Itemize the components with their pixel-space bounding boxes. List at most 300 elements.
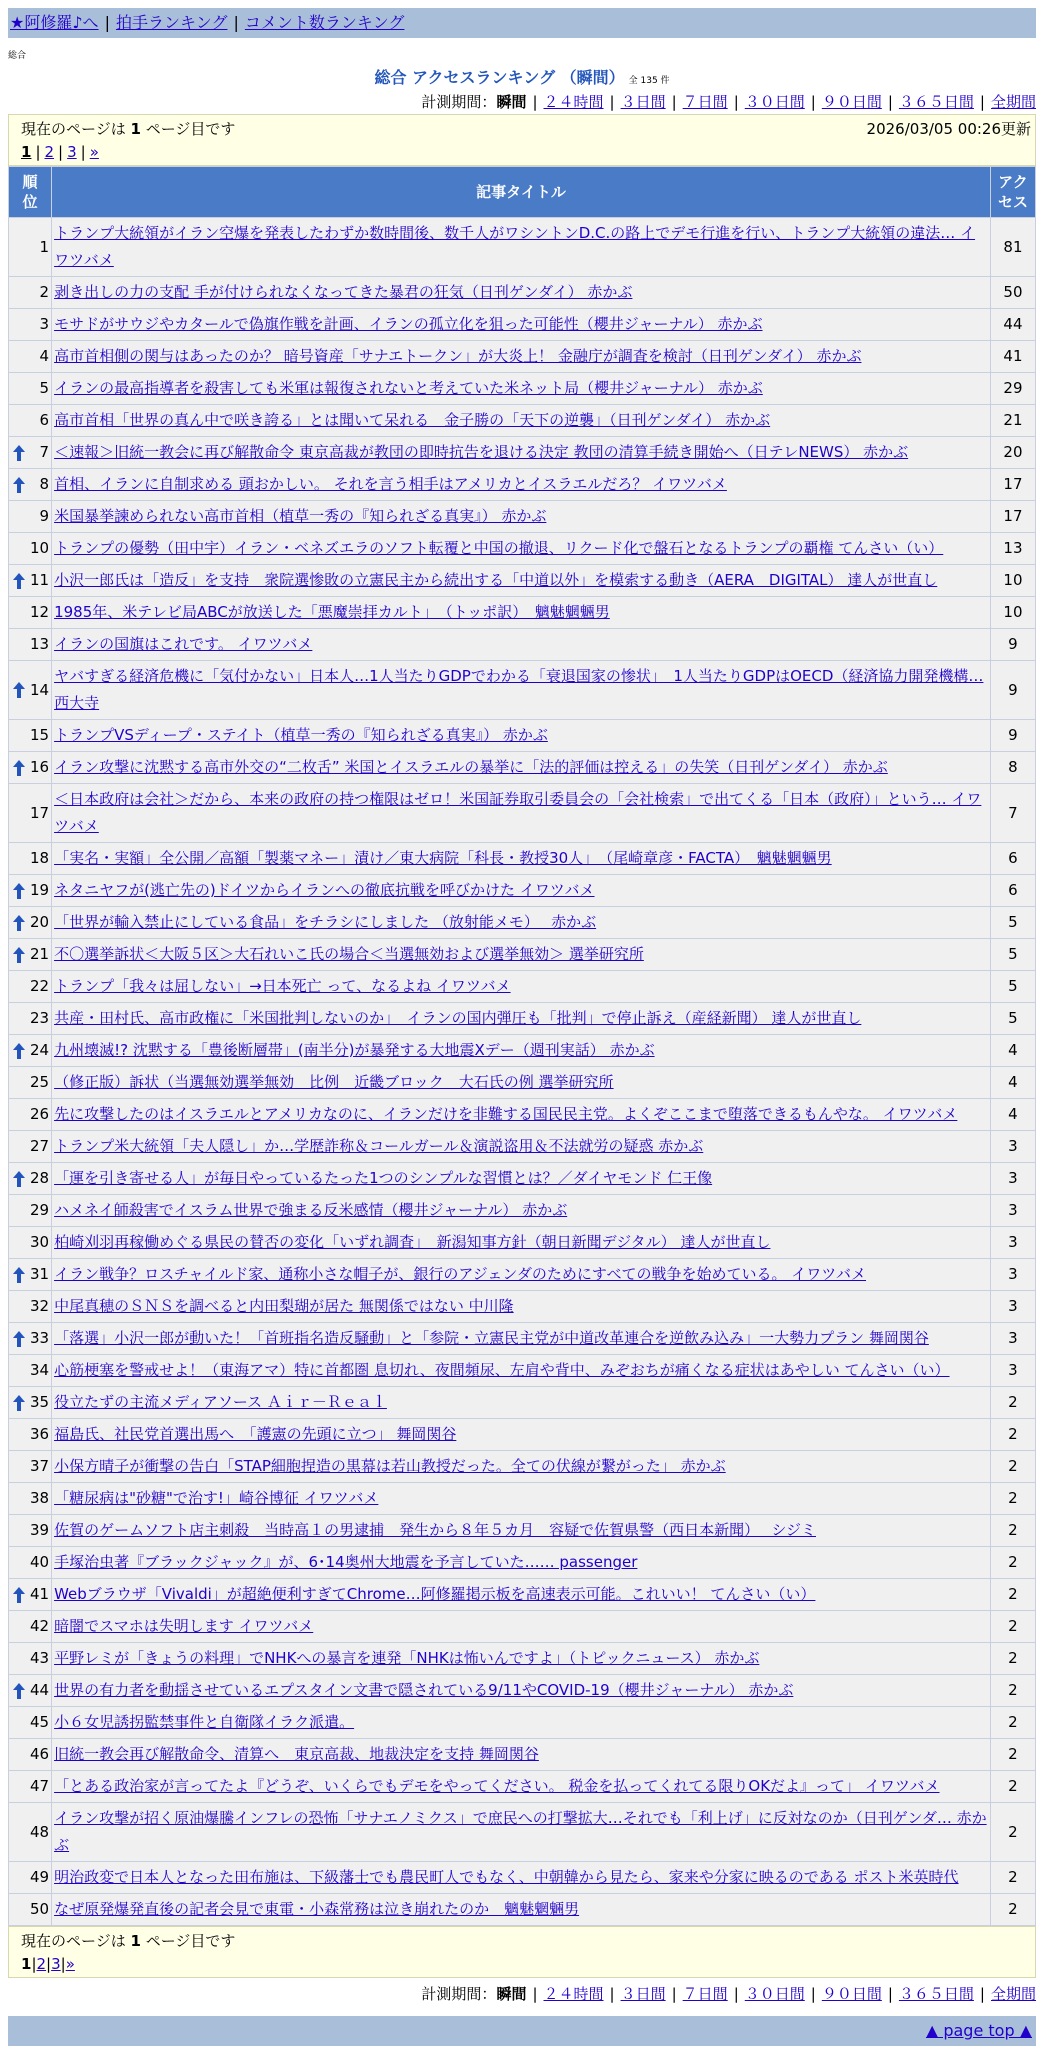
- article-link[interactable]: ＜日本政府は会社＞だから、本来の政府の持つ権限はゼロ！米国証券取引委員会の「会社検索」で出てくる「日本（政府）」という… イワツバメ: [54, 790, 982, 835]
- period-link[interactable]: ７日間: [682, 1985, 728, 2003]
- article-link[interactable]: ハメネイ師殺害でイスラム世界で強まる反米感情（櫻井ジャーナル） 赤かぶ: [54, 1201, 568, 1219]
- rank-cell: [9, 373, 51, 404]
- table-row: [9, 1227, 1035, 1258]
- period-separator: |: [979, 93, 985, 111]
- rank-cell: [9, 1803, 51, 1861]
- article-link[interactable]: トランプの優勢（田中宇）イラン・ベネズエラのソフト転覆と中国の撤退、リクード化で盤石となるトランプの覇権 てんさい（い）: [54, 539, 944, 557]
- table-row: [9, 784, 1035, 842]
- period-selector: [8, 90, 1036, 114]
- title-cell: [52, 1131, 990, 1162]
- rank-cell: [9, 437, 51, 468]
- article-link[interactable]: トランプVSディープ・ステイト（植草一秀の『知られざる真実』） 赤かぶ: [54, 726, 548, 744]
- rank-number: 36: [29, 1425, 50, 1443]
- rank-number: 5: [39, 379, 50, 397]
- access-count-cell: 3: [991, 1163, 1035, 1194]
- rank-number: 41: [29, 1585, 50, 1603]
- rank-up-arrow-icon: [13, 573, 25, 589]
- title-cell: [52, 1195, 990, 1226]
- access-count-cell: 8: [991, 752, 1035, 783]
- article-link[interactable]: 福島氏、社民党首選出馬へ 「護憲の先頭に立つ」 舞岡関谷: [54, 1425, 457, 1443]
- page-title: 総合 アクセスランキング （瞬間）: [374, 68, 625, 87]
- rank-number: 38: [29, 1489, 50, 1507]
- article-link[interactable]: なぜ原発爆発直後の記者会見で東電・小森常務は泣き崩れたのか 魑魅魍魎男: [54, 1900, 580, 1918]
- access-count-cell: 2: [991, 1611, 1035, 1642]
- article-link[interactable]: 平野レミが「きょうの料理」でNHKへの暴言を連発「NHKは怖いんですよ」（トピックニュース） 赤かぶ: [54, 1649, 760, 1667]
- rank-number: 8: [39, 475, 50, 493]
- table-row: [9, 1003, 1035, 1034]
- category-label: 総合: [8, 51, 27, 61]
- nav-separator: |: [233, 13, 239, 32]
- title-cell: [52, 784, 990, 842]
- table-row: [9, 1547, 1035, 1578]
- table-row: [9, 1675, 1035, 1706]
- article-link[interactable]: 1985年、米テレビ局ABCが放送した「悪魔崇拝カルト」 （トッポ訳） 魑魅魍魎男: [54, 603, 610, 621]
- access-column-header: アクセス: [991, 167, 1035, 217]
- table-row: [9, 533, 1035, 564]
- access-count-cell: 2: [991, 1771, 1035, 1802]
- period-link[interactable]: ９０日間: [821, 1985, 882, 2003]
- title-cell: [52, 405, 990, 436]
- page-top-link[interactable]: ▲ page top ▲: [925, 2021, 1032, 2040]
- pager-suffix: ページ目です: [145, 120, 236, 138]
- title-cell: [52, 533, 990, 564]
- title-cell: [52, 277, 990, 308]
- access-count-cell: 17: [991, 469, 1035, 500]
- rank-cell: [9, 218, 51, 276]
- title-cell: [52, 1451, 990, 1482]
- table-row: [9, 277, 1035, 308]
- rank-number: 37: [29, 1457, 50, 1475]
- clap-ranking-link[interactable]: 拍手ランキング: [115, 13, 228, 32]
- rank-cell: [9, 1067, 51, 1098]
- title-cell: [52, 1067, 990, 1098]
- page-link[interactable]: 2: [44, 143, 55, 161]
- rank-cell: [9, 501, 51, 532]
- access-count-cell: 81: [991, 218, 1035, 276]
- rank-cell: [9, 1419, 51, 1450]
- title-cell: [52, 1611, 990, 1642]
- article-link[interactable]: 「糖尿病は"砂糖"で治す!」崎谷博征 イワツバメ: [54, 1489, 379, 1507]
- rank-cell: [9, 907, 51, 938]
- table-row: [9, 907, 1035, 938]
- access-count-cell: 2: [991, 1515, 1035, 1546]
- rank-cell: [9, 661, 51, 719]
- access-count-cell: 3: [991, 1259, 1035, 1290]
- table-row: [9, 720, 1035, 751]
- rank-number: 14: [29, 680, 50, 699]
- article-link[interactable]: イランの最高指導者を殺害しても米軍は報復されないと考えていた米ネット局（櫻井ジャーナル） 赤かぶ: [54, 379, 763, 397]
- rank-cell: [9, 405, 51, 436]
- article-link[interactable]: トランプ米大統領「夫人隠し」か…学歴詐称＆コールガール＆演説盗用＆不法就労の疑惑 赤かぶ: [54, 1137, 704, 1155]
- rank-number: 22: [29, 977, 50, 995]
- nav-separator: |: [104, 13, 110, 32]
- page-link[interactable]: »: [89, 143, 99, 161]
- title-cell: [52, 971, 990, 1002]
- rank-number: 48: [29, 1822, 50, 1841]
- table-row: [9, 1803, 1035, 1861]
- rank-cell: [9, 1035, 51, 1066]
- home-link[interactable]: ★阿修羅♪へ: [10, 13, 99, 32]
- article-link[interactable]: 剥き出しの力の支配 手が付けられなくなってきた暴君の狂気（日刊ゲンダイ） 赤かぶ: [54, 283, 633, 301]
- comment-ranking-link[interactable]: コメント数ランキング: [244, 13, 405, 32]
- rank-up-arrow-icon: [13, 682, 25, 698]
- rank-number: 12: [29, 603, 50, 621]
- article-link[interactable]: 明治政変で日本人となった田布施は、下級藩士でも農民町人でもなく、中朝韓から見たら、家来や分家に映るのである ポスト米英時代: [54, 1868, 959, 1886]
- page-link[interactable]: 2: [36, 1955, 47, 1973]
- access-count-cell: 21: [991, 405, 1035, 436]
- title-cell: [52, 1035, 990, 1066]
- title-cell: [52, 1259, 990, 1290]
- period-link[interactable]: ３０日間: [744, 1985, 805, 2003]
- period-link[interactable]: ２４時間: [543, 1985, 604, 2003]
- article-link[interactable]: 役立たずの主流メディアソース Ａｉｒ－Ｒｅａｌ: [54, 1393, 387, 1411]
- rank-up-arrow-icon: [13, 477, 25, 493]
- access-count-cell: 41: [991, 341, 1035, 372]
- table-row: [9, 309, 1035, 340]
- page-separator: |: [60, 1955, 66, 1973]
- rank-cell: [9, 277, 51, 308]
- page-separator: |: [31, 1955, 37, 1973]
- rank-number: 42: [29, 1617, 50, 1635]
- period-current: 瞬間: [496, 93, 527, 111]
- rank-cell: [9, 1227, 51, 1258]
- period-link[interactable]: 全期間: [990, 93, 1036, 111]
- rank-cell: [9, 1451, 51, 1482]
- rank-number: 18: [29, 849, 50, 867]
- rank-cell: [9, 1131, 51, 1162]
- title-cell: [52, 720, 990, 751]
- table-row: [9, 405, 1035, 436]
- title-cell: [52, 565, 990, 596]
- ranking-table: [8, 166, 1036, 1926]
- title-cell: [52, 1291, 990, 1322]
- rank-cell: [9, 1515, 51, 1546]
- article-link[interactable]: 先に攻撃したのはイスラエルとアメリカなのに、イランだけを非難する国民民主党。よくぞここまで堕落できるもんやな。 イワツバメ: [54, 1105, 958, 1123]
- access-count-cell: 6: [991, 875, 1035, 906]
- article-link[interactable]: 佐賀のゲームソフト店主刺殺 当時高１の男逮捕 発生から８年５カ月 容疑で佐賀県警（西日本新聞） シジミ: [54, 1521, 816, 1539]
- rank-number: 50: [29, 1900, 50, 1918]
- table-row: [9, 1195, 1035, 1226]
- rank-cell: [9, 533, 51, 564]
- article-link[interactable]: 共産・田村氏、高市政権に「米国批判しないのか」 イランの国内弾圧も「批判」で停止訴え（産経新聞） 達人が世直し: [54, 1009, 862, 1027]
- access-count-cell: 2: [991, 1707, 1035, 1738]
- access-count-cell: 5: [991, 1003, 1035, 1034]
- title-cell: [52, 469, 990, 500]
- rank-number: 21: [29, 945, 50, 963]
- article-link[interactable]: イラン攻撃が招く原油爆騰インフレの恐怖「サナエノミクス」で庶民への打撃拡大…それでも「利上げ」に反対なのか（日刊ゲンダ… 赤かぶ: [54, 1809, 987, 1854]
- rank-up-arrow-icon: [13, 947, 25, 963]
- table-row: [9, 875, 1035, 906]
- table-row: [9, 1862, 1035, 1893]
- period-link[interactable]: ３０日間: [744, 93, 805, 111]
- table-row: [9, 1259, 1035, 1290]
- rank-cell: [9, 1739, 51, 1770]
- period-link[interactable]: ３６５日間: [898, 93, 974, 111]
- title-cell: [52, 1515, 990, 1546]
- rank-cell: [9, 1387, 51, 1418]
- rank-cell: [9, 1707, 51, 1738]
- rank-number: 29: [29, 1201, 50, 1219]
- access-count-cell: 44: [991, 309, 1035, 340]
- rank-up-arrow-icon: [13, 883, 25, 899]
- article-link[interactable]: トランプ「我々は屈しない」→日本死亡 って、なるよね イワツバメ: [54, 977, 511, 995]
- rank-number: 3: [39, 315, 50, 333]
- rank-number: 6: [39, 411, 50, 429]
- page: [8, 8, 1036, 2046]
- table-row: [9, 629, 1035, 660]
- pager-prefix: 現在のページは: [21, 1932, 126, 1950]
- total-count: 全 135 件: [628, 76, 670, 86]
- period-link[interactable]: ２４時間: [543, 93, 604, 111]
- period-separator: |: [671, 1985, 677, 2003]
- rank-cell: [9, 1771, 51, 1802]
- title-cell: [52, 437, 990, 468]
- access-count-cell: 2: [991, 1419, 1035, 1450]
- period-separator: |: [609, 1985, 615, 2003]
- rank-up-arrow-icon: [13, 1587, 25, 1603]
- rank-up-arrow-icon: [13, 1331, 25, 1347]
- top-nav-bar: [8, 8, 1036, 38]
- article-link[interactable]: 九州壊滅!? 沈黙する「豊後断層帯」(南半分)が暴発する大地震Xデー（週刊実話） 赤かぶ: [54, 1041, 655, 1059]
- access-count-cell: 2: [991, 1547, 1035, 1578]
- access-count-cell: 9: [991, 629, 1035, 660]
- rank-number: 33: [29, 1329, 50, 1347]
- rank-up-arrow-icon: [13, 1683, 25, 1699]
- article-link[interactable]: 高市首相「世界の真ん中で咲き誇る」とは聞いて呆れる 金子勝の「天下の逆襲」（日刊ゲンダイ） 赤かぶ: [54, 411, 771, 429]
- article-link[interactable]: モサドがサウジやカタールで偽旗作戦を計画、イランの孤立化を狙った可能性（櫻井ジャーナル） 赤かぶ: [54, 315, 763, 333]
- article-link[interactable]: 米国暴挙諫められない高市首相（植草一秀の『知られざる真実』） 赤かぶ: [54, 507, 547, 525]
- table-row: [9, 1707, 1035, 1738]
- rank-number: 17: [29, 803, 50, 822]
- rank-number: 35: [29, 1393, 50, 1411]
- title-cell: [52, 907, 990, 938]
- table-row: [9, 1643, 1035, 1674]
- rank-cell: [9, 1291, 51, 1322]
- article-link[interactable]: Webブラウザ「Vivaldi」が超絶便利すぎてChrome…阿修羅掲示板を高速表示可能。これいい！ てんさい（い）: [54, 1585, 816, 1603]
- rank-cell: [9, 784, 51, 842]
- title-cell: [52, 1894, 990, 1925]
- rank-number: 13: [29, 635, 50, 653]
- rank-number: 43: [29, 1649, 50, 1667]
- current-page-text: [21, 1930, 1023, 1951]
- rank-column-header: 順位: [9, 167, 51, 217]
- table-row: [9, 1771, 1035, 1802]
- period-link[interactable]: 全期間: [990, 1985, 1036, 2003]
- article-link[interactable]: 旧統一教会再び解散命令、清算へ 東京高裁、地裁決定を支持 舞岡関谷: [54, 1745, 539, 1763]
- article-link[interactable]: イランの国旗はこれです。 イワツバメ: [54, 635, 313, 653]
- rank-cell: [9, 1323, 51, 1354]
- access-count-cell: 2: [991, 1579, 1035, 1610]
- rank-number: 19: [29, 881, 50, 899]
- period-link[interactable]: ３６５日間: [898, 1985, 974, 2003]
- rank-number: 27: [29, 1137, 50, 1155]
- rank-up-arrow-icon: [13, 915, 25, 931]
- article-link[interactable]: ネタニヤフが(逃亡先の)ドイツからイランへの徹底抗戦を呼びかけた イワツバメ: [54, 881, 595, 899]
- article-link[interactable]: イラン戦争？ロスチャイルド家、通称小さな帽子が、銀行のアジェンダのためにすべての戦争を始めている。 イワツバメ: [54, 1265, 867, 1283]
- table-row: [9, 1163, 1035, 1194]
- period-separator: |: [733, 1985, 739, 2003]
- access-count-cell: 2: [991, 1803, 1035, 1861]
- rank-number: 28: [29, 1169, 50, 1187]
- period-separator: |: [671, 93, 677, 111]
- period-link[interactable]: ７日間: [682, 93, 728, 111]
- rank-cell: [9, 469, 51, 500]
- rank-number: 24: [29, 1041, 50, 1059]
- rank-cell: [9, 1579, 51, 1610]
- pager-page-number: 1: [130, 120, 141, 138]
- page-link[interactable]: 3: [67, 143, 77, 161]
- rank-cell: [9, 1483, 51, 1514]
- period-label: 計測期間：: [421, 1985, 497, 2003]
- period-link[interactable]: ３日間: [620, 93, 666, 111]
- article-link[interactable]: 世界の有力者を動揺させているエプスタイン文書で隠されている9/11やCOVID-19（櫻井ジャーナル） 赤かぶ: [54, 1681, 794, 1699]
- rank-number: 16: [29, 758, 50, 776]
- rank-cell: [9, 1195, 51, 1226]
- table-row: [9, 1323, 1035, 1354]
- rank-cell: [9, 971, 51, 1002]
- access-count-cell: 3: [991, 1355, 1035, 1386]
- access-count-cell: 4: [991, 1067, 1035, 1098]
- title-cell: [52, 1547, 990, 1578]
- rank-number: 44: [29, 1681, 50, 1699]
- access-count-cell: 50: [991, 277, 1035, 308]
- pager-top: [8, 114, 1036, 166]
- rank-number: 20: [29, 913, 50, 931]
- article-link[interactable]: 心筋梗塞を警戒せよ！（東海アマ）特に首都圏 息切れ、夜間頻尿、左肩や背中、みぞおちが痛くなる症状はあやしい てんさい（い）: [54, 1361, 950, 1379]
- access-count-cell: 4: [991, 1035, 1035, 1066]
- access-count-cell: 10: [991, 565, 1035, 596]
- access-count-cell: 9: [991, 661, 1035, 719]
- article-link[interactable]: イラン攻撃に沈黙する高市外交の“二枚舌” 米国とイスラエルの暴挙に「法的評価は控える」の失笑（日刊ゲンダイ） 赤かぶ: [54, 758, 888, 776]
- article-link[interactable]: 不〇選挙訴状＜大阪５区＞大石れいこ氏の場合＜当選無効および選挙無効＞ 選挙研究所: [54, 945, 644, 963]
- article-link[interactable]: 高市首相側の関与はあったのか？ 暗号資産「サナエトークン」が大炎上！ 金融庁が調査を検討（日刊ゲンダイ） 赤かぶ: [54, 347, 862, 365]
- table-row: [9, 1894, 1035, 1925]
- period-separator: |: [609, 93, 615, 111]
- article-link[interactable]: 「世界が輸入禁止にしている食品」をチラシにしました （放射能メモ） 赤かぶ: [54, 913, 597, 931]
- period-link[interactable]: ３日間: [620, 1985, 666, 2003]
- rank-up-arrow-icon: [13, 1267, 25, 1283]
- article-link[interactable]: 小保方晴子が衝撃の告白「STAP細胞捏造の黒幕は若山教授だった。全ての伏線が繋がった」 赤かぶ: [54, 1457, 726, 1475]
- rank-cell: [9, 752, 51, 783]
- title-cell: [52, 661, 990, 719]
- period-link[interactable]: ９０日間: [821, 93, 882, 111]
- article-link[interactable]: 「とある政治家が言ってたよ『どうぞ、いくらでもデモをやってください。 税金を払ってくれてる限りOKだよ』って」 イワツバメ: [54, 1777, 940, 1795]
- article-link[interactable]: ＜速報＞旧統一教会に再び解散命令 東京高裁が教団の即時抗告を退ける決定 教団の清算手続き開始へ（日テレNEWS） 赤かぶ: [54, 443, 909, 461]
- access-count-cell: 20: [991, 437, 1035, 468]
- current-page-link: 1: [21, 1955, 32, 1973]
- title-cell: [52, 1323, 990, 1354]
- rank-number: 26: [29, 1105, 50, 1123]
- page-separator: |: [46, 1955, 52, 1973]
- rank-number: 31: [29, 1265, 50, 1283]
- article-link[interactable]: トランプ大統領がイラン空爆を発表したわずか数時間後、数千人がワシントンD.C.の路上でデモ行進を行い、トランプ大統領の違法… イワツバメ: [54, 224, 976, 269]
- table-row: [9, 469, 1035, 500]
- footer-bar: [8, 2016, 1036, 2046]
- article-link[interactable]: ヤバすぎる経済危機に「気付かない」日本人…1人当たりGDPでわかる「衰退国家の惨状」 1人当たりGDPはOECD（経済協力開発機構… 西大寺: [54, 667, 984, 712]
- table-row: [9, 843, 1035, 874]
- rank-number: 46: [29, 1745, 50, 1763]
- table-row: [9, 1451, 1035, 1482]
- access-count-cell: 2: [991, 1643, 1035, 1674]
- title-cell: [52, 1803, 990, 1861]
- rank-cell: [9, 1894, 51, 1925]
- table-row: [9, 971, 1035, 1002]
- page-link[interactable]: »: [65, 1955, 75, 1973]
- article-link[interactable]: 「実名・実額」全公開／高額「製薬マネー」漬け／東大病院「科長・教授30人」 （尾崎章彦・FACTA） 魑魅魍魎男: [54, 849, 832, 867]
- table-row: [9, 501, 1035, 532]
- rank-cell: [9, 720, 51, 751]
- article-link[interactable]: 手塚治虫著『ブラックジャック』が、6･14奥州大地震を予言していた…… passenger: [54, 1553, 638, 1571]
- rank-number: 49: [29, 1868, 50, 1886]
- table-row: [9, 1291, 1035, 1322]
- rank-number: 32: [29, 1297, 50, 1315]
- title-cell: [52, 597, 990, 628]
- period-current: 瞬間: [496, 1985, 527, 2003]
- access-count-cell: 2: [991, 1675, 1035, 1706]
- rank-up-arrow-icon: [13, 445, 25, 461]
- title-cell: [52, 939, 990, 970]
- period-separator: |: [887, 1985, 893, 2003]
- article-link[interactable]: 柏崎刈羽再稼働めぐる県民の賛否の変化「いずれ調査」 新潟知事方針（朝日新聞デジタル） 達人が世直し: [54, 1233, 771, 1251]
- title-cell: [52, 1227, 990, 1258]
- table-row: [9, 1483, 1035, 1514]
- table-row: [9, 1067, 1035, 1098]
- table-row: [9, 1515, 1035, 1546]
- article-link[interactable]: 小沢一郎氏は「造反」を支持 衆院選惨敗の立憲民主から続出する「中道以外」を模索する動き（AERA DIGITAL） 達人が世直し: [54, 571, 938, 589]
- rank-cell: [9, 341, 51, 372]
- article-link[interactable]: 「落選」小沢一郎が動いた！「首班指名造反騒動」と「参院・立憲民主党が中道改革連合を逆飲み込み」一大勢力プラン 舞岡関谷: [54, 1329, 929, 1347]
- ranking-heading: [8, 66, 1036, 90]
- title-cell: [52, 875, 990, 906]
- article-link[interactable]: 中尾真穂のＳＮＳを調べると内田梨瑚が居た 無関係ではない 中川隆: [54, 1297, 514, 1315]
- rank-number: 11: [29, 571, 50, 589]
- article-link[interactable]: 「運を引き寄せる人」が毎日やっているたった1つのシンプルな習慣とは？／ダイヤモンド 仁王像: [54, 1169, 713, 1187]
- article-link[interactable]: （修正版）訴状（当選無効選挙無効 比例 近畿ブロック 大石氏の例 選挙研究所: [54, 1073, 614, 1091]
- table-row: [9, 661, 1035, 719]
- rank-up-arrow-icon: [13, 1395, 25, 1411]
- access-count-cell: 3: [991, 1131, 1035, 1162]
- article-link[interactable]: 暗闇でスマホは失明します イワツバメ: [54, 1617, 314, 1635]
- period-separator: |: [532, 93, 538, 111]
- rank-number: 2: [39, 283, 50, 301]
- title-cell: [52, 1579, 990, 1610]
- rank-cell: [9, 597, 51, 628]
- article-link[interactable]: 首相、イランに自制求める 頭おかしい。 それを言う相手はアメリカとイスラエルだろ？ イワツバメ: [54, 475, 727, 493]
- access-count-cell: 7: [991, 784, 1035, 842]
- table-row: [9, 1419, 1035, 1450]
- article-link[interactable]: 小６女児誘拐監禁事件と自衛隊イラク派遣。: [54, 1713, 355, 1731]
- rank-cell: [9, 1355, 51, 1386]
- page-link[interactable]: 3: [51, 1955, 61, 1973]
- page-links: [21, 143, 1023, 161]
- title-column-header: 記事タイトル: [52, 167, 990, 217]
- current-page-link: 1: [21, 143, 32, 161]
- rank-number: 34: [29, 1361, 50, 1379]
- pager-page-number: 1: [130, 1932, 141, 1950]
- title-cell: [52, 1387, 990, 1418]
- rank-number: 7: [39, 443, 50, 461]
- access-count-cell: 29: [991, 373, 1035, 404]
- rank-cell: [9, 843, 51, 874]
- title-cell: [52, 629, 990, 660]
- rank-number: 45: [29, 1713, 50, 1731]
- rank-cell: [9, 1643, 51, 1674]
- access-count-cell: 3: [991, 1195, 1035, 1226]
- access-count-cell: 5: [991, 907, 1035, 938]
- access-count-cell: 2: [991, 1862, 1035, 1893]
- access-count-cell: 2: [991, 1387, 1035, 1418]
- rank-cell: [9, 1547, 51, 1578]
